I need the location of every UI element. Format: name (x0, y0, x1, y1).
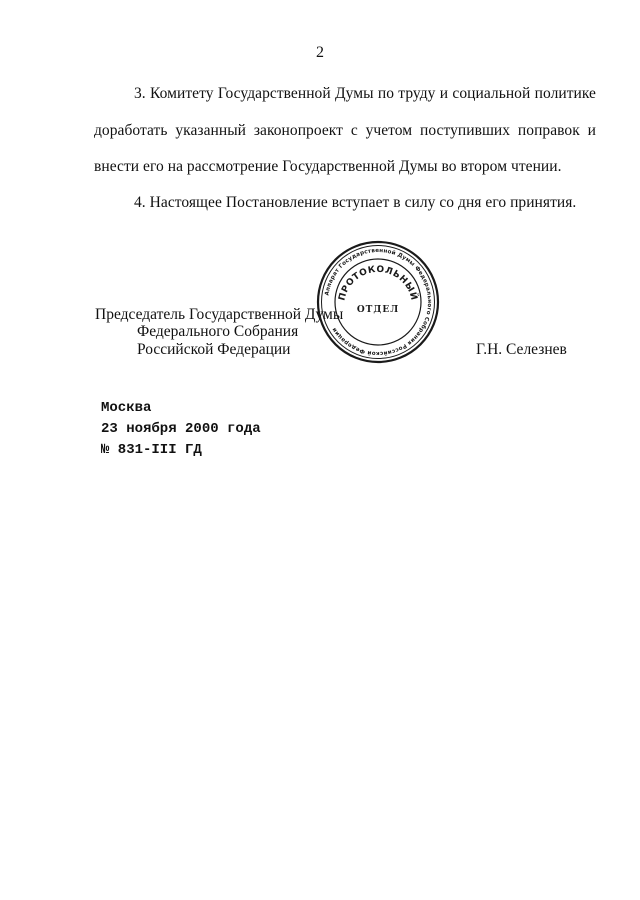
clause-3-line-2: доработать указанный законопроект с учетом поступивших поправок и (94, 122, 596, 139)
stamp-second-ring (322, 246, 435, 359)
clause-3-line-3: внести его на рассмотрение Государственной Думы во втором чтении. (94, 158, 562, 175)
signatory-title-line-2: Федерального Собрания (137, 323, 299, 340)
signatory-title-line-1: Председатель Государственной Думы (95, 306, 344, 323)
page-number: 2 (316, 44, 324, 61)
clause-3-line-1: 3. Комитету Государственной Думы по труду и социальной политике (134, 85, 596, 102)
place-of-issue: Москва (101, 400, 152, 416)
clause-4: 4. Настоящее Постановление вступает в силу со дня его принятия. (134, 194, 577, 211)
document-number: № 831-III ГД (101, 442, 202, 458)
signatory-name: Г.Н. Селезнев (476, 341, 567, 358)
stamp-outer-text: Аппарат Государственной Думы Федерального Собрания Российской Федерации (324, 247, 433, 357)
signatory-title-line-3: Российской Федерации (137, 341, 291, 358)
official-seal-stamp (316, 240, 440, 364)
stamp-center-text: ОТДЕЛ (356, 305, 400, 315)
stamp-outer-ring (318, 242, 438, 362)
issue-date: 23 ноября 2000 года (101, 421, 261, 437)
stamp-top-text: ПРОТОКОЛЬНЫЙ (337, 264, 419, 302)
